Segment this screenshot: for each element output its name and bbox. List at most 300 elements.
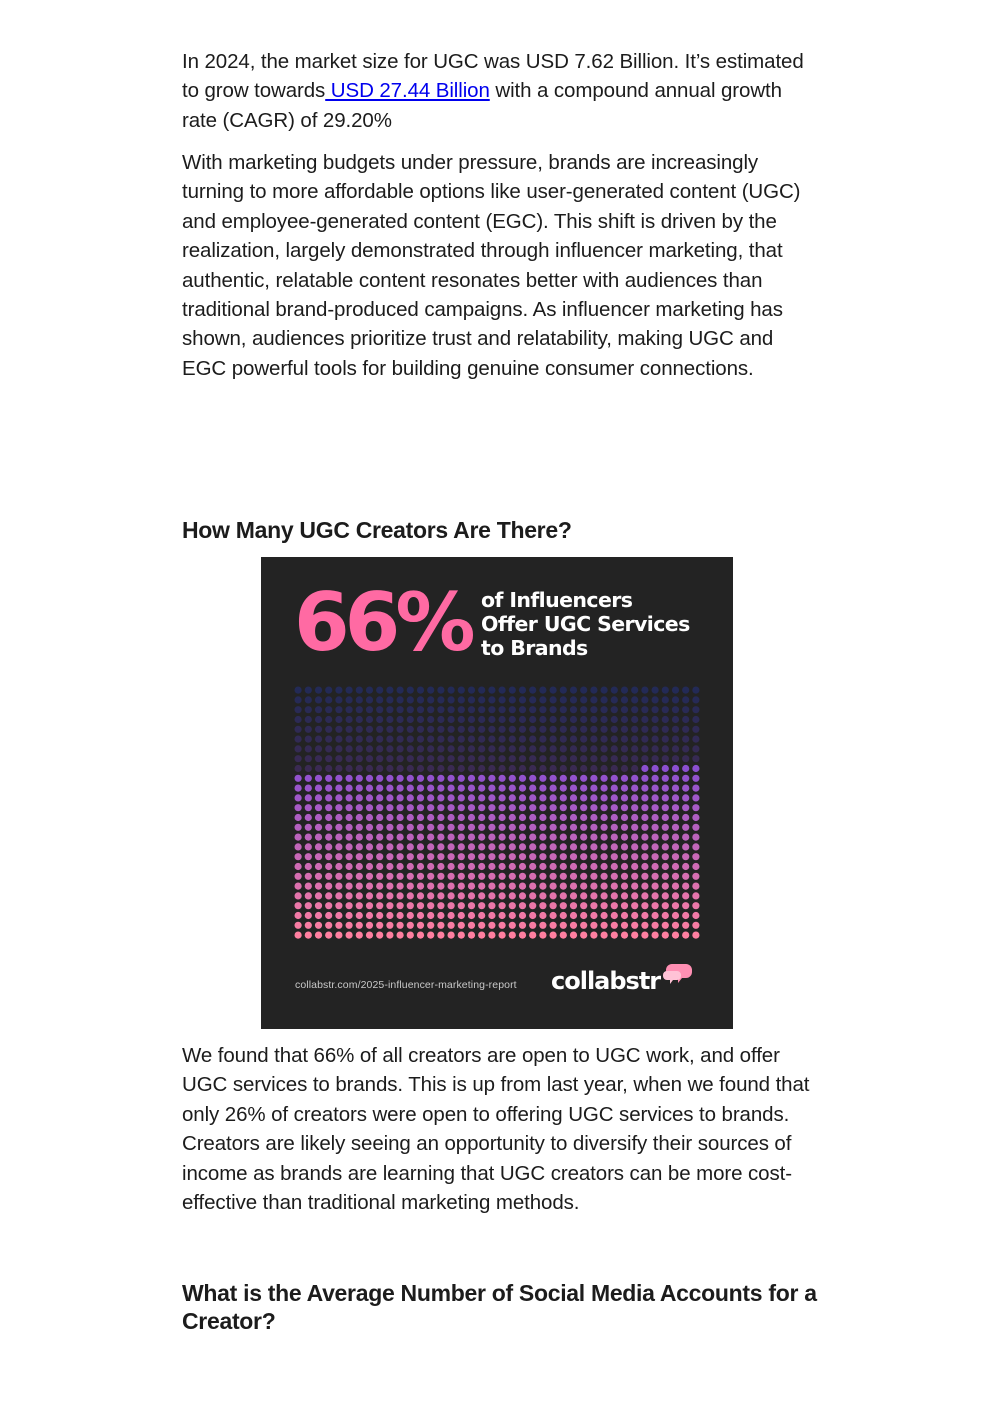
dot-ugc [499,834,506,841]
dot-ugc [529,912,536,919]
dot-other [386,755,393,762]
dot-ugc [305,922,312,929]
dot-other [315,687,322,694]
dot-other [366,755,373,762]
dot-ugc [580,785,587,792]
dot-ugc [448,804,455,811]
dot-ugc [672,794,679,801]
dot-ugc [641,814,648,821]
dot-ugc [519,843,526,850]
dot-other [305,726,312,733]
dot-ugc [427,863,434,870]
dot-ugc [417,785,424,792]
dot-other [590,726,597,733]
dot-other [478,755,485,762]
dot-ugc [631,902,638,909]
dot-ugc [682,824,689,831]
dot-ugc [652,902,659,909]
dot-ugc [499,824,506,831]
dot-other [458,726,465,733]
dot-ugc [519,883,526,890]
dot-ugc [529,883,536,890]
dot-ugc [335,843,342,850]
intro-text-before: In 2024, the market size for UGC was USD 7.62 Billion. It’s estimated to grow towards [182,50,804,103]
dot-ugc [560,863,567,870]
dot-ugc [458,863,465,870]
dot-other [519,736,526,743]
dot-ugc [468,873,475,880]
dot-other [376,716,383,723]
dot-ugc [499,912,506,919]
dot-ugc [417,932,424,939]
dot-ugc [315,824,322,831]
dot-ugc [601,863,608,870]
dot-ugc [366,932,373,939]
dot-ugc [468,824,475,831]
dot-ugc [590,883,597,890]
dot-ugc [529,932,536,939]
dot-other [580,696,587,703]
dot-ugc [376,922,383,929]
dot-ugc [427,853,434,860]
dot-ugc [397,922,404,929]
dot-ugc [590,775,597,782]
dot-ugc [539,824,546,831]
dot-other [550,726,557,733]
dot-ugc [692,892,699,899]
dot-ugc [458,892,465,899]
dot-other [580,706,587,713]
dot-ugc [539,912,546,919]
dot-ugc [570,775,577,782]
dot-other [499,716,506,723]
dot-ugc [601,785,608,792]
dot-ugc [335,922,342,929]
dot-other [488,736,495,743]
dot-other [335,726,342,733]
dot-ugc [397,834,404,841]
dot-other [631,696,638,703]
dot-other [397,696,404,703]
dot-other [335,706,342,713]
dot-other [499,736,506,743]
dot-other [631,765,638,772]
dot-other [437,716,444,723]
dot-other [672,706,679,713]
dot-other [448,765,455,772]
dot-ugc [295,883,302,890]
dot-other [407,765,414,772]
dot-other [376,736,383,743]
dot-ugc [641,824,648,831]
dot-ugc [356,863,363,870]
dot-ugc [621,804,628,811]
dot-ugc [662,853,669,860]
dot-ugc [295,912,302,919]
dot-ugc [529,892,536,899]
dot-ugc [356,804,363,811]
dot-ugc [509,932,516,939]
dot-ugc [295,843,302,850]
dot-ugc [305,902,312,909]
dot-ugc [437,883,444,890]
dot-ugc [376,892,383,899]
dot-ugc [478,834,485,841]
dot-ugc [468,902,475,909]
dot-other [417,706,424,713]
dot-ugc [376,785,383,792]
dot-other [570,736,577,743]
dot-ugc [448,922,455,929]
dot-ugc [560,883,567,890]
dot-ugc [315,883,322,890]
dot-ugc [499,853,506,860]
dot-other [468,736,475,743]
dot-ugc [570,892,577,899]
dot-ugc [437,834,444,841]
dot-other [570,687,577,694]
dot-ugc [335,775,342,782]
dot-ugc [499,883,506,890]
dot-other [550,696,557,703]
dot-ugc [386,902,393,909]
dot-ugc [692,902,699,909]
dot-other [652,745,659,752]
dot-other [417,726,424,733]
dot-other [509,716,516,723]
dot-ugc [539,834,546,841]
dot-ugc [376,824,383,831]
dot-ugc [601,775,608,782]
dot-other [580,736,587,743]
dot-ugc [458,843,465,850]
dot-other [325,687,332,694]
dot-other [682,696,689,703]
dot-ugc [376,843,383,850]
dot-ugc [611,785,618,792]
dot-other [376,755,383,762]
dot-ugc [397,775,404,782]
dot-other [335,687,342,694]
dot-ugc [641,863,648,870]
dot-ugc [417,922,424,929]
dot-ugc [529,922,536,929]
dot-other [315,716,322,723]
dot-ugc [601,892,608,899]
dot-other [397,706,404,713]
dot-ugc [570,853,577,860]
dot-ugc [509,873,516,880]
dot-other [437,687,444,694]
dot-ugc [570,785,577,792]
dot-ugc [662,922,669,929]
dot-ugc [539,814,546,821]
dot-ugc [621,892,628,899]
dot-other [611,687,618,694]
dot-ugc [662,834,669,841]
dot-other [417,755,424,762]
dot-other [509,696,516,703]
dot-other [560,696,567,703]
dot-ugc [611,912,618,919]
dot-other [601,736,608,743]
dot-ugc [499,863,506,870]
dot-other [458,716,465,723]
dot-ugc [448,912,455,919]
dot-other [611,716,618,723]
dot-ugc [376,873,383,880]
dot-other [346,745,353,752]
dot-other [468,716,475,723]
dot-other [529,706,536,713]
dot-ugc [641,765,648,772]
dot-ugc [529,843,536,850]
dot-ugc [590,824,597,831]
dot-ugc [417,863,424,870]
dot-ugc [519,863,526,870]
dot-ugc [682,883,689,890]
dot-ugc [570,794,577,801]
dot-ugc [652,834,659,841]
dot-ugc [468,863,475,870]
dot-other [448,716,455,723]
dot-other [652,706,659,713]
dot-ugc [621,824,628,831]
dot-ugc [580,775,587,782]
dot-ugc [611,892,618,899]
dot-other [570,716,577,723]
dot-ugc [550,775,557,782]
dot-other [407,687,414,694]
dot-ugc [519,804,526,811]
ugc-infographic [261,557,733,1029]
dot-other [560,726,567,733]
dot-ugc [478,814,485,821]
dot-other [366,765,373,772]
dot-ugc [397,824,404,831]
dot-other [315,706,322,713]
dot-other [325,736,332,743]
dot-ugc [397,804,404,811]
dot-ugc [458,853,465,860]
dot-ugc [417,892,424,899]
dot-other [529,745,536,752]
dot-ugc [641,932,648,939]
dot-other [621,687,628,694]
dot-ugc [335,892,342,899]
dot-other [550,716,557,723]
dot-ugc [468,785,475,792]
dot-ugc [468,843,475,850]
dot-ugc [346,775,353,782]
dot-ugc [417,824,424,831]
dot-ugc [560,912,567,919]
budget-paragraph: With marketing budgets under pressure, brands are increasingly turning to more affordable options like user-generated content (UGC) and employee-generated content (EGC). This shift is driven by the realization, largely demonstrated through influencer marketing, that authentic, relatable content resonates better with audiences than traditional brand-produced campaigns. As influencer marketing has shown, audiences prioritize trust and relatability, making UGC and EGC powerful tools for building genuine consumer connections. [182,151,801,380]
dot-ugc [519,902,526,909]
dot-ugc [662,843,669,850]
dot-ugc [386,814,393,821]
dot-ugc [478,883,485,890]
dot-ugc [335,814,342,821]
dot-other [499,726,506,733]
dot-other [682,687,689,694]
dot-ugc [560,922,567,929]
dot-ugc [315,843,322,850]
dot-ugc [417,843,424,850]
dot-ugc [376,804,383,811]
dot-other [437,696,444,703]
dot-other [417,745,424,752]
dot-ugc [295,834,302,841]
dot-ugc [539,922,546,929]
dot-ugc [356,883,363,890]
dot-other [386,765,393,772]
dot-ugc [325,804,332,811]
dot-ugc [652,912,659,919]
dot-ugc [427,892,434,899]
dot-ugc [427,794,434,801]
dot-ugc [590,814,597,821]
dot-ugc [672,785,679,792]
dot-ugc [386,853,393,860]
dot-other [335,755,342,762]
dot-ugc [346,804,353,811]
dot-ugc [570,873,577,880]
caption-line-2: Offer UGC Services [481,612,690,636]
dot-other [397,755,404,762]
dot-ugc [437,863,444,870]
dot-other [427,726,434,733]
dot-other [631,745,638,752]
dot-ugc [601,794,608,801]
dot-other [366,706,373,713]
dot-ugc [448,834,455,841]
dot-ugc [315,932,322,939]
dot-ugc [356,794,363,801]
dot-other [356,765,363,772]
dot-other [641,687,648,694]
dot-other [539,726,546,733]
dot-ugc [295,804,302,811]
dot-other [386,706,393,713]
dot-ugc [325,775,332,782]
dot-ugc [427,834,434,841]
dot-other [631,726,638,733]
dot-ugc [631,785,638,792]
dot-ugc [386,883,393,890]
dot-other [499,687,506,694]
dot-other [611,765,618,772]
dot-other [305,706,312,713]
dot-other [315,765,322,772]
dot-ugc [601,932,608,939]
dot-other [611,736,618,743]
dot-ugc [499,902,506,909]
dot-ugc [509,863,516,870]
dot-ugc [509,834,516,841]
dot-ugc [305,853,312,860]
dot-other [295,706,302,713]
dot-ugc [692,932,699,939]
dot-ugc [448,883,455,890]
dot-ugc [590,873,597,880]
dot-ugc [488,785,495,792]
dot-other [560,736,567,743]
dot-other [346,716,353,723]
dot-ugc [611,824,618,831]
dot-other [560,755,567,762]
dot-ugc [335,902,342,909]
dot-ugc [458,922,465,929]
dot-other [529,736,536,743]
dot-other [356,696,363,703]
dot-other [407,736,414,743]
dot-ugc [407,814,414,821]
dot-other [315,726,322,733]
dot-ugc [499,873,506,880]
dot-other [366,745,373,752]
dot-other [407,755,414,762]
dot-ugc [437,794,444,801]
market-size-link[interactable]: USD 27.44 Billion [325,79,490,103]
dot-other [427,687,434,694]
dot-ugc [346,794,353,801]
dot-ugc [427,873,434,880]
dot-ugc [560,873,567,880]
dot-other [458,745,465,752]
dot-ugc [305,932,312,939]
dot-ugc [366,863,373,870]
dot-other [560,687,567,694]
dot-ugc [386,834,393,841]
dot-ugc [631,814,638,821]
dot-ugc [560,804,567,811]
dot-ugc [346,824,353,831]
dot-other [621,716,628,723]
dot-ugc [407,804,414,811]
dot-other [621,755,628,762]
caption-line-1: of Influencers [481,588,633,612]
dot-ugc [641,873,648,880]
dot-ugc [652,932,659,939]
dot-ugc [325,902,332,909]
dot-ugc [652,785,659,792]
dot-other [550,687,557,694]
dot-other [509,706,516,713]
dot-ugc [478,804,485,811]
dot-ugc [366,834,373,841]
dot-ugc [305,873,312,880]
dot-other [397,687,404,694]
dot-ugc [692,873,699,880]
collabstr-logo [551,963,693,999]
dot-other [550,765,557,772]
dot-ugc [662,932,669,939]
dot-ugc [417,834,424,841]
dot-ugc [539,863,546,870]
dot-other [366,687,373,694]
dot-other [560,745,567,752]
dot-ugc [458,785,465,792]
dot-other [356,706,363,713]
dot-ugc [488,932,495,939]
dot-other [295,716,302,723]
dot-other [488,755,495,762]
dot-ugc [295,814,302,821]
dot-ugc [590,853,597,860]
dot-ugc [580,902,587,909]
dot-ugc [631,834,638,841]
